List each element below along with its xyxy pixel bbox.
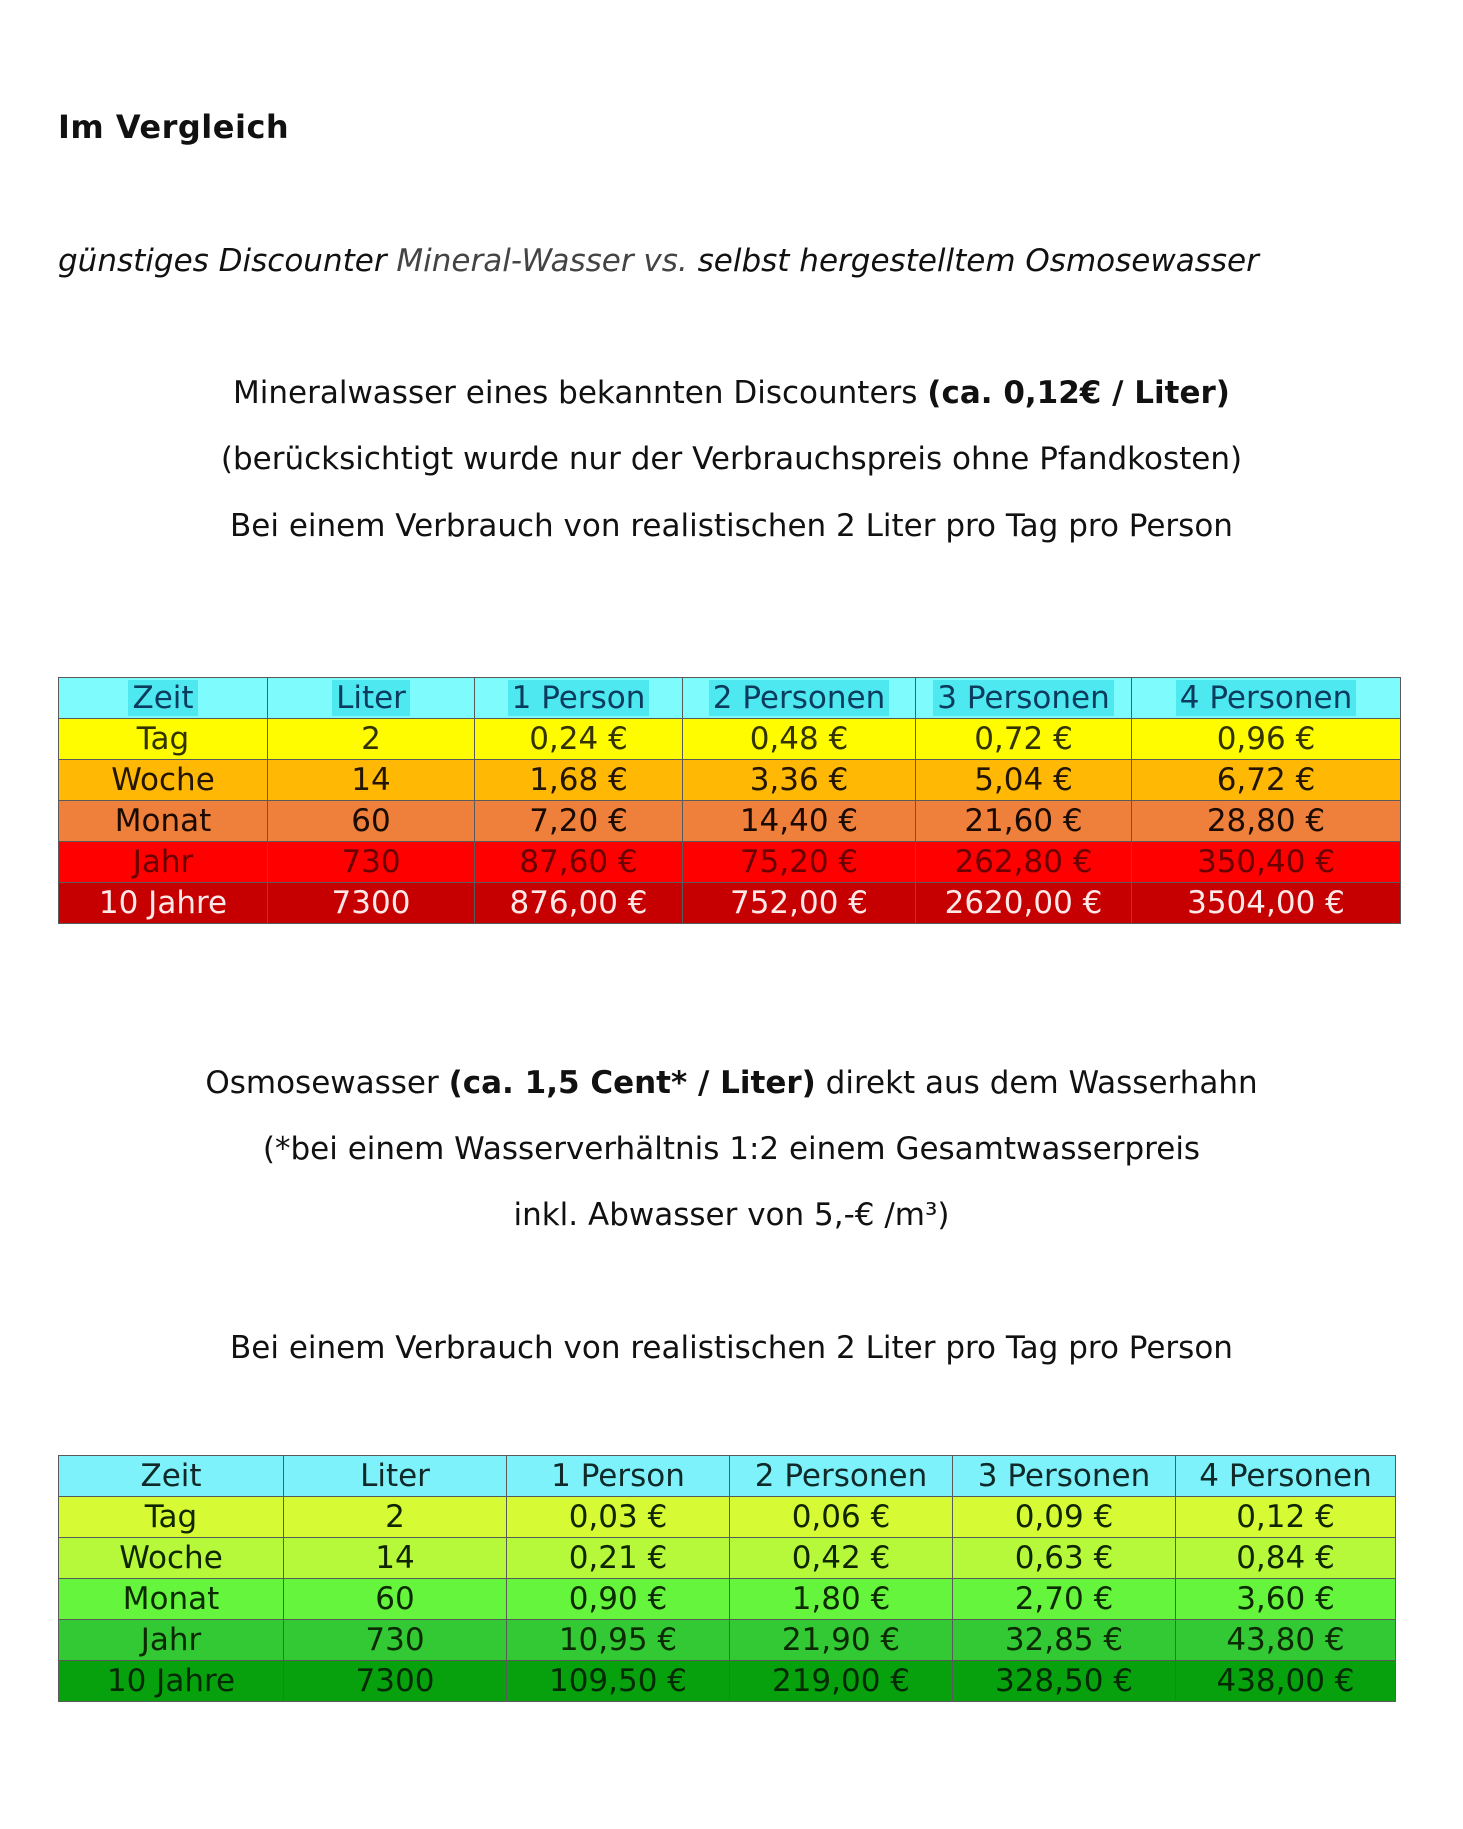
cell: 328,50 € (953, 1661, 1176, 1702)
cell: Jahr (59, 842, 268, 883)
cell: Tag (59, 719, 268, 760)
cell: 0,21 € (507, 1538, 730, 1579)
cell: 350,40 € (1132, 842, 1401, 883)
cell: 438,00 € (1176, 1661, 1396, 1702)
cell: 10,95 € (507, 1620, 730, 1661)
header-zeit: Zeit (59, 1456, 284, 1497)
osmose-price-line (0, 1065, 1463, 1101)
cell: 3,36 € (683, 760, 916, 801)
cell: 7300 (284, 1661, 507, 1702)
header-cell (268, 678, 475, 719)
cell: 28,80 € (1132, 801, 1401, 842)
cell: Monat (59, 1579, 284, 1620)
cell: 3504,00 € (1132, 883, 1401, 924)
table-row (59, 1538, 1396, 1579)
mineral-price-line (0, 375, 1463, 411)
header-4-personen: 4 Personen (1176, 680, 1356, 716)
table-row (59, 760, 1401, 801)
header-cell (916, 678, 1132, 719)
cell: 21,60 € (916, 801, 1132, 842)
subtitle (58, 243, 1259, 279)
cell: 1,68 € (475, 760, 683, 801)
cell: 0,72 € (916, 719, 1132, 760)
osmose-desc: Osmosewasser (205, 1065, 449, 1101)
subtitle-part-3: selbst hergestelltem Osmosewasser (687, 243, 1259, 279)
osmose-footnote-2: inkl. Abwasser von 5,-€ /m³) (513, 1197, 950, 1233)
header-cell (59, 678, 268, 719)
cell: 14 (284, 1538, 507, 1579)
mineral-note: (berücksichtigt wurde nur der Verbrauchspreis ohne Pfandkosten) (220, 441, 1243, 477)
cell: 0,03 € (507, 1497, 730, 1538)
cell: Woche (59, 760, 268, 801)
cell: 60 (284, 1579, 507, 1620)
cell: 2 (268, 719, 475, 760)
osmose-water-cost-table (58, 1455, 1396, 1702)
cell: 10 Jahre (59, 1661, 284, 1702)
cell: 0,24 € (475, 719, 683, 760)
cell: 7300 (268, 883, 475, 924)
table-row (59, 1620, 1396, 1661)
header-1-person: 1 Person (507, 1456, 730, 1497)
mineral-price: (ca. 0,12€ / Liter) (927, 375, 1230, 411)
cell: Jahr (59, 1620, 284, 1661)
header-liter: Liter (284, 1456, 507, 1497)
cell: 1,80 € (730, 1579, 953, 1620)
cell: 219,00 € (730, 1661, 953, 1702)
cell: 6,72 € (1132, 760, 1401, 801)
subtitle-part-1: günstiges Discounter (58, 243, 397, 279)
cell: 0,48 € (683, 719, 916, 760)
cell: 7,20 € (475, 801, 683, 842)
cell: 0,42 € (730, 1538, 953, 1579)
cell: 0,96 € (1132, 719, 1401, 760)
cell: 109,50 € (507, 1661, 730, 1702)
cell: 14,40 € (683, 801, 916, 842)
cell: 730 (268, 842, 475, 883)
cell: 3,60 € (1176, 1579, 1396, 1620)
header-3-personen: 3 Personen (933, 680, 1113, 716)
table-row (59, 1579, 1396, 1620)
page-title: Im Vergleich (58, 108, 290, 146)
table-row (59, 1661, 1396, 1702)
cell: 0,63 € (953, 1538, 1176, 1579)
cell: 2,70 € (953, 1579, 1176, 1620)
cell: 752,00 € (683, 883, 916, 924)
osmose-price: (ca. 1,5 Cent* / Liter) (448, 1065, 816, 1101)
cell: Tag (59, 1497, 284, 1538)
cell: 2 (284, 1497, 507, 1538)
cell: 32,85 € (953, 1620, 1176, 1661)
cell: 0,12 € (1176, 1497, 1396, 1538)
header-2-personen: 2 Personen (730, 1456, 953, 1497)
mineral-consumption: Bei einem Verbrauch von realistischen 2 Liter pro Tag pro Person (230, 508, 1233, 544)
table-row (59, 801, 1401, 842)
cell: 21,90 € (730, 1620, 953, 1661)
header-3-personen: 3 Personen (953, 1456, 1176, 1497)
header-2-personen: 2 Personen (709, 680, 889, 716)
header-cell (683, 678, 916, 719)
table-header-row (59, 678, 1401, 719)
cell: 0,09 € (953, 1497, 1176, 1538)
cell: 262,80 € (916, 842, 1132, 883)
header-cell (475, 678, 683, 719)
header-cell (1132, 678, 1401, 719)
cell: 730 (284, 1620, 507, 1661)
table-row (59, 1497, 1396, 1538)
cell: Woche (59, 1538, 284, 1579)
header-1-person: 1 Person (508, 680, 650, 716)
osmose-consumption: Bei einem Verbrauch von realistischen 2 Liter pro Tag pro Person (230, 1330, 1233, 1366)
cell: 75,20 € (683, 842, 916, 883)
cell: 0,06 € (730, 1497, 953, 1538)
mineral-desc: Mineralwasser eines bekannten Discounters (233, 375, 928, 411)
cell: 87,60 € (475, 842, 683, 883)
cell: 2620,00 € (916, 883, 1132, 924)
osmose-footnote-1: (*bei einem Wasserverhältnis 1:2 einem Gesamtwasserpreis (262, 1131, 1201, 1167)
table-row (59, 842, 1401, 883)
cell: 876,00 € (475, 883, 683, 924)
table-row (59, 719, 1401, 760)
cell: 5,04 € (916, 760, 1132, 801)
cell: 14 (268, 760, 475, 801)
table-header-row (59, 1456, 1396, 1497)
mineral-water-cost-table (58, 677, 1401, 924)
cell: Monat (59, 801, 268, 842)
table-row (59, 883, 1401, 924)
cell: 10 Jahre (59, 883, 268, 924)
header-zeit: Zeit (128, 680, 197, 716)
cell: 0,90 € (507, 1579, 730, 1620)
cell: 60 (268, 801, 475, 842)
osmose-desc-tail: direkt aus dem Wasserhahn (815, 1065, 1258, 1101)
cell: 0,84 € (1176, 1538, 1396, 1579)
header-4-personen: 4 Personen (1176, 1456, 1396, 1497)
header-liter: Liter (332, 680, 410, 716)
subtitle-part-2: Mineral-Wasser vs. (396, 243, 688, 279)
cell: 43,80 € (1176, 1620, 1396, 1661)
